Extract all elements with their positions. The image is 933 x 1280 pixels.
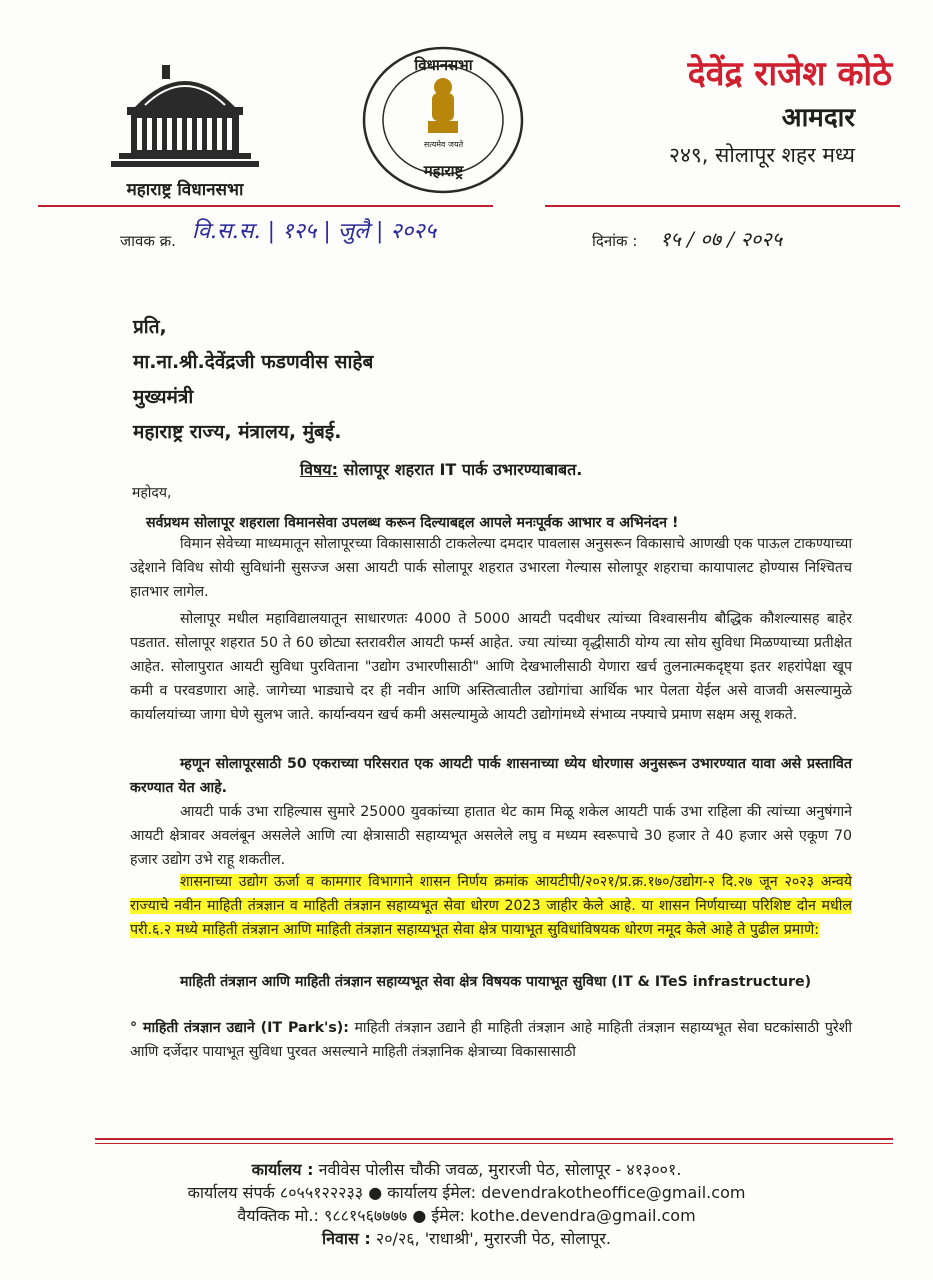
mla-title: आमदार bbox=[781, 103, 855, 133]
footer-office-contact bbox=[0, 1181, 933, 1204]
footer-divider-bottom bbox=[95, 1143, 893, 1144]
footer-residence bbox=[0, 1227, 933, 1250]
mobile-number: ९८८१५६७७७७ bbox=[324, 1206, 408, 1225]
subject-label: विषय: bbox=[300, 460, 338, 479]
paragraph-graduates: सोलापूर मधील महाविद्यालयातून साधारणतः 4000 ते 5000 आयटी पदवीधर त्यांच्या विश्वासनीय बौद्धिक कौशल्यासह बाहेर पडतात. सोलापूर शहरात 50 ते 60 छोट्या स्तरावरील आयटी फर्म्स आहेत. ज्या त्यांच्या वृद्धीसाठी योग्य त्या सोय सुविधा मिळण्याच्या प्रतीक्षेत आहेत. सोलापुरात आयटी सुविधा पुरविताना "उद्योग उभारणीसाठी" आणि देखभालीसाठी येणारा खर्च तुलनात्मकदृष्ट्या इतर शहरांपेक्षा खूप कमी व परवडणारा आहे. जागेच्या भाड्याचे दर ही नवीन आणि अस्तित्वातील उद्योगांचा आर्थिक भार पेलता येईल असे वाजवी असल्यामुळे कार्यालयांच्या जागा घेणे सुलभ जाते. कार्यान्वयन खर्च कमी असल्यामुळे आयटी उद्योगांमध्ये संभाव्य नफ्याचे प्रमाण सक्षम असू शकते. bbox=[130, 611, 852, 723]
email-label: ईमेल: bbox=[431, 1206, 466, 1225]
footer-office-address bbox=[0, 1158, 933, 1181]
paragraph-thanks: सर्वप्रथम सोलापूर शहराला विमानसेवा उपलब्ध करून दिल्याबद्दल आपले मनःपूर्वक आभार व अभिनंदन ! bbox=[146, 515, 679, 531]
addressee-designation: मुख्यमंत्री bbox=[133, 386, 194, 408]
paragraph-it-parks bbox=[130, 1016, 852, 1064]
it-parks-lead: ° माहिती तंत्रज्ञान उद्याने (IT Park's): bbox=[130, 1020, 349, 1036]
office-address: नवीवेस पोलीस चौकी जवळ, मुरारजी पेठ, सोलापूर - ४१३००१. bbox=[318, 1160, 682, 1179]
it-parks-text: माहिती तंत्रज्ञान उद्याने ही माहिती तंत्रज्ञान आहे माहिती तंत्रज्ञान सहाय्यभूत सेवा घटकांसाठी पुरेशी आणि दर्जेदार पायाभूत सुविधा पुरवत असल्याने माहिती तंत्रज्ञानिक क्षेत्राच्या विकासासाठी bbox=[130, 1020, 853, 1060]
salutation: महोदय, bbox=[132, 485, 172, 501]
vidhan-bhavan-icon bbox=[105, 55, 265, 175]
left-emblem-caption: महाराष्ट्र विधानसभा bbox=[126, 180, 244, 200]
seal-bottom-text: महाराष्ट्र bbox=[423, 162, 464, 180]
date-label: दिनांक : bbox=[592, 232, 638, 250]
footer-personal-contact bbox=[0, 1204, 933, 1227]
seal-top-text: विधानसभा bbox=[414, 56, 473, 74]
paragraph-infrastructure-heading: माहिती तंत्रज्ञान आणि माहिती तंत्रज्ञान सहाय्यभूत सेवा क्षेत्र विषयक पायाभूत सुविधा (IT & ITeS infrastructure) bbox=[180, 974, 812, 990]
reference-line bbox=[120, 215, 880, 255]
subject-line bbox=[300, 458, 780, 480]
letter-date: १५ / ०७ / २०२५ bbox=[660, 227, 783, 251]
office-email[interactable]: devendrakotheoffice@gmail.com bbox=[481, 1183, 746, 1202]
office-contact-number: ८०५५१२२२३३ bbox=[279, 1183, 364, 1202]
addressee-block bbox=[133, 310, 373, 450]
residence-address: २०/२६, 'राधाश्री', मुरारजी पेठ, सोलापूर. bbox=[375, 1229, 612, 1248]
residence-label: निवास : bbox=[321, 1229, 371, 1248]
vidhan-bhavan-emblem bbox=[105, 55, 265, 200]
vidhansabha-seal bbox=[362, 45, 525, 195]
office-label: कार्यालय : bbox=[251, 1160, 314, 1179]
mla-name: देवेंद्र राजेश कोठे bbox=[687, 54, 892, 94]
footer-divider-top bbox=[95, 1138, 893, 1140]
reference-number: वि.स.स. | १२५ | जुलै | २०२५ bbox=[192, 219, 437, 244]
paragraph-proposal: म्हणून सोलापूरसाठी 50 एकराच्या परिसरात एक आयटी पार्क शासनाच्या ध्येय धोरणास अनुसरून उभारण्यात यावा असे प्रस्तावित करण्यात येत आहे. bbox=[130, 756, 852, 796]
paragraph-employment: आयटी पार्क उभा राहिल्यास सुमारे 25000 युवकांच्या हातात थेट काम मिळू शकेल आयटी पार्क उभा राहिला की त्यांच्या अनुषंगाने आयटी क्षेत्रावर अवलंबून असलेले आणि त्या क्षेत्रासाठी सहाय्यभूत असलेले लघु व मध्यम स्वरूपाचे 30 हजार ते 40 हजार असे एकूण 70 हजार उद्योग उभे राहू शकतील. bbox=[130, 804, 852, 868]
bullet-icon: ● bbox=[412, 1206, 427, 1225]
mla-constituency: २४९, सोलापूर शहर मध्य bbox=[669, 143, 855, 167]
highlighted-gr-text: शासनाच्या उद्योग ऊर्जा व कामगार विभागाने शासन निर्णय क्रमांक आयटीपी/२०२१/प्र.क्र.१७०/उद्योग-२ दि.२७ जून २०२३ अन्वये राज्याचे नवीन माहिती तंत्रज्ञान व माहिती तंत्रज्ञान सहाय्यभूत सेवा धोरण 2023 जाहीर केले आहे. या शासन निर्णयाच्या परिशिष्ट दोन मधील परी.६.२ मध्ये माहिती तंत्रज्ञान आणि माहिती तंत्रज्ञान सहाय्यभूत सेवा क्षेत्र पायाभूत सुविधांविषयक धोरण नमूद केले आहे ते पुढील प्रमाणे: bbox=[130, 874, 852, 938]
addressee-to: प्रति, bbox=[133, 316, 167, 338]
mobile-label: वैयक्तिक मो.: bbox=[237, 1206, 319, 1225]
header-divider-right bbox=[545, 205, 900, 207]
office-contact-label: कार्यालय संपर्क bbox=[187, 1183, 275, 1202]
office-email-label: कार्यालय ईमेल: bbox=[387, 1183, 477, 1202]
personal-email[interactable]: kothe.devendra@gmail.com bbox=[470, 1206, 696, 1225]
paragraph-intro: विमान सेवेच्या माध्यमातून सोलापूरच्या विकासासाठी टाकलेल्या दमदार पावलास अनुसरून विकासाचे आणखी एक पाऊल टाकण्याच्या उद्देशाने विविध सोयी सुविधांनी सुसज्ज असा आयटी पार्क सोलापूर शहरात उभारला गेल्यास सोलापूर शहराचा कायापालट होण्यास निश्चितच हातभार लागेल. bbox=[130, 536, 852, 600]
addressee-name: मा.ना.श्री.देवेंद्रजी फडणवीस साहेब bbox=[133, 351, 374, 373]
reference-label: जावक क्र. bbox=[120, 232, 176, 250]
subject-text: सोलापूर शहरात IT पार्क उभारण्याबाबत. bbox=[343, 460, 583, 479]
paragraph-gr-highlight bbox=[130, 870, 852, 942]
seal-motto: सत्यमेव जयते bbox=[423, 140, 464, 149]
addressee-place: महाराष्ट्र राज्य, मंत्रालय, मुंबई. bbox=[133, 421, 342, 443]
header-divider-left bbox=[38, 205, 493, 207]
bullet-icon: ● bbox=[368, 1183, 383, 1202]
